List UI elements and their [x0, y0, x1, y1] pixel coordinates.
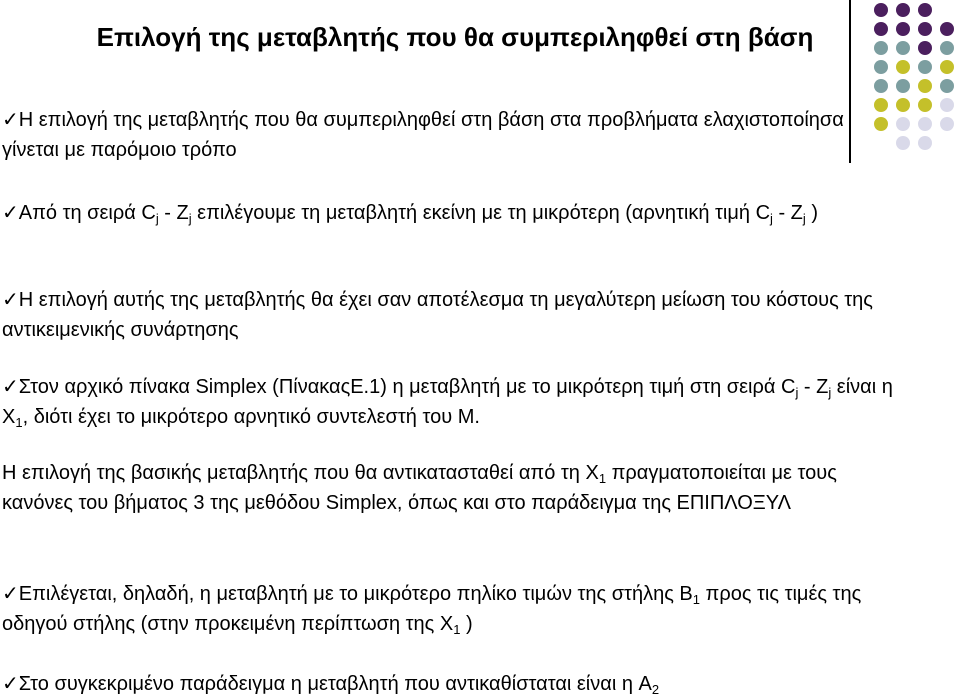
bullet-2-text: ) — [805, 202, 819, 224]
subscript: 2 — [651, 682, 660, 697]
dot — [918, 117, 932, 131]
bullet-6-text: προς τις τιμές της οδηγού στήλης (στην προκειμένη περίπτωση της X — [2, 583, 862, 635]
dot — [918, 41, 932, 55]
subscript: j — [802, 211, 806, 226]
bullet-4 — [2, 371, 902, 432]
bullet-1 — [2, 104, 902, 165]
dot — [896, 79, 910, 93]
dot — [918, 60, 932, 74]
bullet-6-text: Επιλέγεται, δηλαδή, η μεταβλητή με το μικρότερο πηλίκο τιμών της στήλης B — [18, 583, 693, 605]
subscript: j — [155, 211, 159, 226]
checkmark-icon: ✓ — [2, 581, 19, 605]
bullet-1-text: Η επιλογή της μεταβλητής που θα συμπεριληφθεί στη βάση στα προβλήματα ελαχιστοποίησα γίνεται με παρόμοιο τρόπο — [2, 109, 844, 161]
dot — [874, 22, 888, 36]
dot — [918, 79, 932, 93]
paragraph-5-text: πραγματοποιείται με τους κανόνες του βήματος 3 της μεθόδου Simplex, όπως και στο παράδειγμα της ΕΠΙΠΛΟΞΥΛ — [2, 462, 837, 514]
bullet-4-text: - Z — [798, 376, 829, 398]
bullet-4-text: , διότι έχει το μικρότερο αρνητικό συντελεστή του M. — [22, 406, 480, 428]
bullet-2-text: Από τη σειρά C — [18, 202, 156, 224]
checkmark-icon: ✓ — [2, 287, 19, 311]
subscript: 1 — [453, 622, 461, 637]
subscript: 1 — [692, 592, 700, 607]
subscript: j — [770, 211, 773, 226]
dot — [874, 3, 888, 17]
bullet-4-text: Στον αρχικό πίνακα Simplex (ΠίνακαςΕ.1) η μεταβλητή με το μικρότερη τιμή στη σειρά C — [18, 376, 796, 398]
bullet-6 — [2, 578, 902, 639]
bullet-2 — [2, 197, 902, 228]
subscript: j — [828, 385, 832, 400]
dot — [940, 79, 954, 93]
subscript: 1 — [15, 415, 23, 430]
bullet-3 — [2, 284, 902, 345]
dot — [918, 136, 932, 150]
bullet-7-text: Στο συγκεκριμένο παράδειγμα η μεταβλητή που αντικαθίσταται είναι η A — [18, 673, 652, 695]
dot — [940, 60, 954, 74]
dot — [940, 117, 954, 131]
bullet-7 — [2, 668, 902, 699]
checkmark-icon: ✓ — [2, 671, 19, 695]
dot — [940, 98, 954, 112]
bullet-4-text: είναι η X — [2, 376, 893, 428]
bullet-2-text: - Z — [772, 202, 803, 224]
checkmark-icon: ✓ — [2, 200, 19, 224]
dot — [874, 79, 888, 93]
bullet-6-text: ) — [460, 613, 473, 635]
dot — [918, 22, 932, 36]
bullet-3-text: Η επιλογή αυτής της μεταβλητής θα έχει σαν αποτέλεσμα τη μεγαλύτερη μείωση του κόστους της αντικειμενικής συνάρτησης — [2, 289, 873, 341]
dot — [896, 60, 910, 74]
checkmark-icon: ✓ — [2, 374, 19, 398]
dot — [940, 41, 954, 55]
bullet-2-text: επιλέγουμε τη μεταβλητή εκείνη με τη μικρότερη (αρνητική τιμή C — [191, 202, 771, 224]
slide-title: Επιλογή της μεταβλητής που θα συμπεριληφθεί στη βάση — [96, 22, 814, 52]
dot — [918, 3, 932, 17]
bullet-2-text: - Z — [158, 202, 189, 224]
subscript: 1 — [598, 471, 607, 486]
dot — [896, 41, 910, 55]
dot — [918, 98, 932, 112]
dot — [874, 60, 888, 74]
dot — [896, 3, 910, 17]
paragraph-5 — [2, 458, 902, 518]
dot — [940, 22, 954, 36]
dot — [874, 41, 888, 55]
checkmark-icon: ✓ — [2, 107, 19, 131]
paragraph-5-text: Η επιλογή της βασικής μεταβλητής που θα αντικατασταθεί από τη X — [2, 462, 599, 484]
subscript: j — [795, 385, 799, 400]
subscript: j — [188, 211, 192, 226]
dot — [896, 22, 910, 36]
